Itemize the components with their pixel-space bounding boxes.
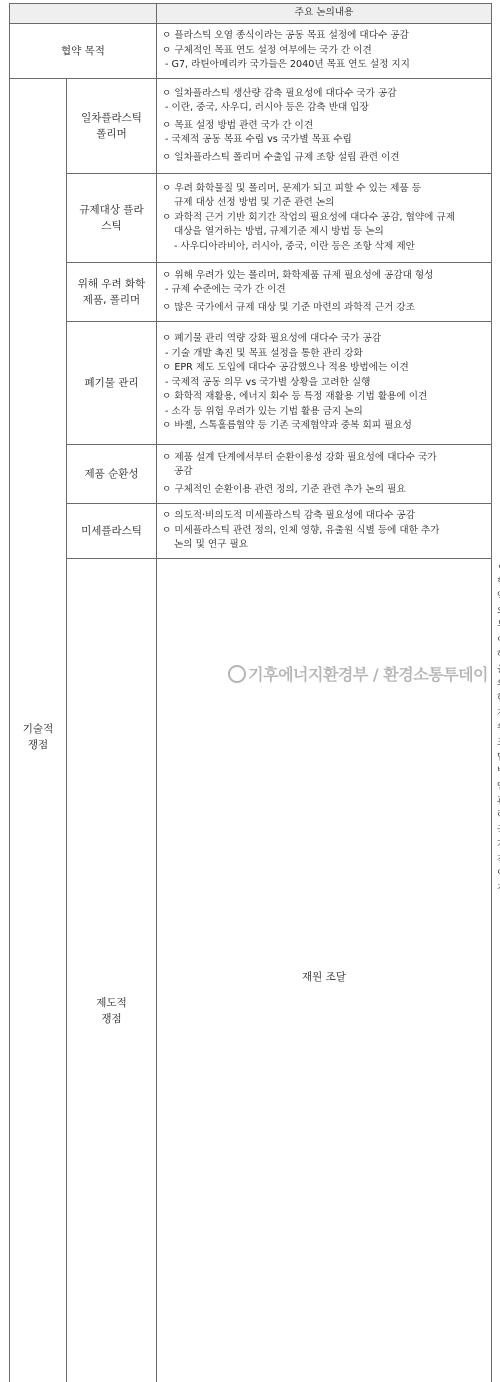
- waste-line: - 소각 등 위험 우려가 있는 기법 활용 금지 논의: [162, 405, 487, 420]
- regulated-line: 대상을 열거하는 방법, 규제기준 제시 방법 등 논의: [162, 225, 487, 240]
- chemicals-line: ㅇ 위해 우려가 있는 폴리머, 화학제품 규제 필요성에 공감대 형성: [162, 269, 487, 284]
- watermark-logo-icon: [228, 665, 246, 683]
- content-waste: [157, 322, 492, 445]
- row-goal: [10, 24, 492, 79]
- regulated-line: - 사우디아라비아, 러시아, 중국, 이란 등은 조항 삭제 제안: [162, 240, 487, 255]
- discussion-table-container: [9, 3, 491, 1382]
- row-microplastics: [10, 504, 492, 559]
- sub-chemicals: [67, 263, 157, 322]
- content-goal: [157, 24, 492, 79]
- content-primary-polymer: [157, 79, 492, 174]
- row-waste: [10, 322, 492, 445]
- chemicals-line: ㅇ 많은 국가에서 규제 대상 및 기준 마련의 과학적 근거 강조: [162, 301, 487, 316]
- polymer-line: ㅇ 목표 설정 방법 관련 국가 간 이견: [162, 119, 487, 134]
- row-circularity: [10, 445, 492, 504]
- circularity-line: ㅇ 구체적인 순환이용 관련 정의, 기준 관련 추가 논의 필요: [162, 483, 487, 498]
- chemicals-line: - 규제 수준에는 국가 간 이견: [162, 283, 487, 298]
- sub-regulated-targets-label: 규제대상 플라 스틱: [79, 204, 143, 232]
- row-primary-polymer: [10, 79, 492, 174]
- discussion-table: [9, 3, 492, 1382]
- content-regulated-targets: [157, 174, 492, 263]
- goal-line: - G7, 라틴아메리카 국가들은 2040년 목표 연도 설정 지지: [162, 58, 487, 73]
- regulated-line: 규제 대상 선정 방법 및 기준 관련 논의: [162, 196, 487, 211]
- goal-line: ㅇ 구체적인 목표 연도 설정 여부에는 국가 간 이견: [162, 44, 487, 59]
- regulated-line: ㅇ 과학적 근거 기반 회기간 작업의 필요성에 대다수 공감, 협약에 규제: [162, 211, 487, 226]
- waste-line: ㅇ EPR 제도 도입에 대다수 공감했으나 적용 방법에는 이견: [162, 361, 487, 376]
- watermark: [228, 662, 488, 685]
- microplastics-line: ㅇ 미세플라스틱 관련 정의, 인체 영향, 유출원 식별 등에 대한 추가: [162, 524, 487, 539]
- group-technical: [10, 79, 67, 1382]
- circularity-line: 공감: [162, 465, 487, 480]
- content-circularity: [157, 445, 492, 504]
- polymer-line: - 국제적 공동 목표 수립 vs 국가별 목표 수립: [162, 133, 487, 148]
- sub-microplastics: 미세플라스틱: [67, 504, 157, 559]
- table-header: 주요 논의내용: [157, 4, 492, 24]
- sub-primary-polymer: [67, 79, 157, 174]
- waste-line: ㅇ 바젤, 스톡홀름협약 등 기존 국제협약과 중복 회피 필요성: [162, 419, 487, 434]
- sub-primary-polymer-label: 일차플라스틱 폴리머: [81, 112, 142, 140]
- waste-line: - 기술 개발 촉진 및 목표 설정을 통한 관리 강화: [162, 347, 487, 362]
- sub-waste: 폐기물 관리: [67, 322, 157, 445]
- circularity-line: ㅇ 제품 설계 단계에서부터 순환이용성 강화 필요성에 대다수 국가: [162, 451, 487, 466]
- group-institutional-label: 제도적 쟁점: [96, 997, 126, 1025]
- group-goal: 협약 목적: [10, 24, 157, 79]
- sub-circularity: 제품 순환성: [67, 445, 157, 504]
- polymer-line: - 이란, 중국, 사우디, 러시아 등은 감축 반대 입장: [162, 101, 487, 116]
- microplastics-line: ㅇ 의도적·비의도적 미세플라스틱 감축 필요성에 대다수 공감: [162, 509, 487, 524]
- group-institutional: [67, 559, 157, 1382]
- polymer-line: ㅇ 일차플라스틱 폴리머 수출입 규제 조항 설립 관련 이견: [162, 151, 487, 166]
- content-microplastics: [157, 504, 492, 559]
- content-chemicals: [157, 263, 492, 322]
- header-blank: [10, 4, 157, 24]
- waste-line: - 국제적 공동 의무 vs 국가별 상황을 고려한 실행: [162, 376, 487, 391]
- sub-funding: 재원 조달: [157, 559, 492, 1382]
- regulated-line: ㅇ 우려 화학물질 및 폴리머, 문제가 되고 피할 수 있는 제품 등: [162, 182, 487, 197]
- microplastics-line: 논의 및 연구 필요: [162, 538, 487, 553]
- polymer-line: ㅇ 일차플라스틱 생산량 감축 필요성에 대다수 국가 공감: [162, 87, 487, 102]
- row-chemicals: [10, 263, 492, 322]
- header-row: [10, 4, 492, 24]
- goal-line: ㅇ 플라스틱 오염 종식이라는 공동 목표 설정에 대다수 공감: [162, 29, 487, 44]
- row-regulated-targets: [10, 174, 492, 263]
- waste-line: ㅇ 폐기물 관리 역량 강화 필요성에 대다수 국가 공감: [162, 332, 487, 347]
- group-technical-label: 기술적 쟁점: [23, 723, 53, 751]
- watermark-text: 기후에너지환경부 / 환경소통투데이: [248, 665, 488, 684]
- waste-line: ㅇ 화학적 재활용, 에너지 회수 등 특정 재활용 기법 활용에 이견: [162, 390, 487, 405]
- sub-chemicals-label: 위해 우려 화학 제품, 폴리머: [78, 278, 146, 306]
- sub-regulated-targets: [67, 174, 157, 263]
